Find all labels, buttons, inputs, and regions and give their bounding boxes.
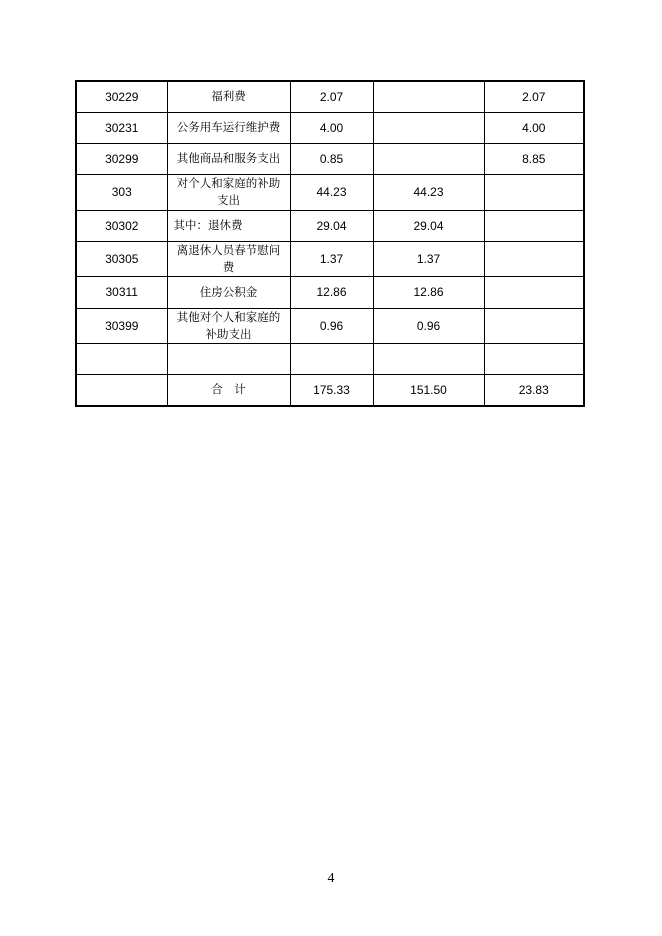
item-name-cell: 福利费 xyxy=(167,81,290,112)
item-name-cell: 住房公积金 xyxy=(167,276,290,308)
account-code-cell: 30299 xyxy=(76,143,167,174)
account-code-cell: 303 xyxy=(76,174,167,210)
total-label: 合 计 xyxy=(167,374,290,406)
grand-total-amount: 175.33 xyxy=(290,374,373,406)
item-name-cell: 对个人和家庭的补助支出 xyxy=(167,174,290,210)
project-expense-cell xyxy=(484,308,584,343)
grand-total-basic: 151.50 xyxy=(373,374,484,406)
basic-expense-cell xyxy=(373,112,484,143)
project-expense-cell xyxy=(484,276,584,308)
table-row xyxy=(76,343,584,374)
total-row xyxy=(76,374,584,406)
account-code-cell: 30305 xyxy=(76,241,167,276)
project-expense-cell: 2.07 xyxy=(484,81,584,112)
basic-expense-cell: 0.96 xyxy=(373,308,484,343)
total-amount-cell: 0.85 xyxy=(290,143,373,174)
account-code-cell: 30302 xyxy=(76,210,167,241)
basic-expense-cell: 12.86 xyxy=(373,276,484,308)
grand-total-project: 23.83 xyxy=(484,374,584,406)
account-code-cell: 30229 xyxy=(76,81,167,112)
table-row xyxy=(76,308,584,343)
total-amount-cell: 1.37 xyxy=(290,241,373,276)
project-expense-cell xyxy=(484,174,584,210)
expenditure-table xyxy=(75,80,585,407)
table-row xyxy=(76,81,584,112)
total-amount-cell xyxy=(290,343,373,374)
project-expense-cell: 4.00 xyxy=(484,112,584,143)
item-name-cell: 公务用车运行维护费 xyxy=(167,112,290,143)
account-code-cell: 30399 xyxy=(76,308,167,343)
project-expense-cell xyxy=(484,343,584,374)
table-row xyxy=(76,241,584,276)
account-code-cell: 30231 xyxy=(76,112,167,143)
basic-expense-cell xyxy=(373,343,484,374)
project-expense-cell xyxy=(484,241,584,276)
item-name-cell: 其中：退休费 xyxy=(167,210,290,241)
page-number: 4 xyxy=(327,871,335,886)
total-amount-cell: 29.04 xyxy=(290,210,373,241)
total-amount-cell: 2.07 xyxy=(290,81,373,112)
item-name-cell: 离退休人员春节慰问费 xyxy=(167,241,290,276)
table-row xyxy=(76,112,584,143)
item-name-cell xyxy=(167,343,290,374)
total-amount-cell: 0.96 xyxy=(290,308,373,343)
total-amount-cell: 44.23 xyxy=(290,174,373,210)
project-expense-cell: 8.85 xyxy=(484,143,584,174)
basic-expense-cell: 29.04 xyxy=(373,210,484,241)
table-row xyxy=(76,174,584,210)
total-amount-cell: 4.00 xyxy=(290,112,373,143)
table-row xyxy=(76,210,584,241)
account-code-cell: 30311 xyxy=(76,276,167,308)
basic-expense-cell xyxy=(373,81,484,112)
table-body xyxy=(76,81,584,406)
item-name-cell: 其他对个人和家庭的补助支出 xyxy=(167,308,290,343)
account-code-cell xyxy=(76,343,167,374)
item-name-cell: 其他商品和服务支出 xyxy=(167,143,290,174)
total-amount-cell: 12.86 xyxy=(290,276,373,308)
table-row xyxy=(76,143,584,174)
table-row xyxy=(76,276,584,308)
total-code-cell xyxy=(76,374,167,406)
basic-expense-cell xyxy=(373,143,484,174)
basic-expense-cell: 1.37 xyxy=(373,241,484,276)
project-expense-cell xyxy=(484,210,584,241)
basic-expense-cell: 44.23 xyxy=(373,174,484,210)
